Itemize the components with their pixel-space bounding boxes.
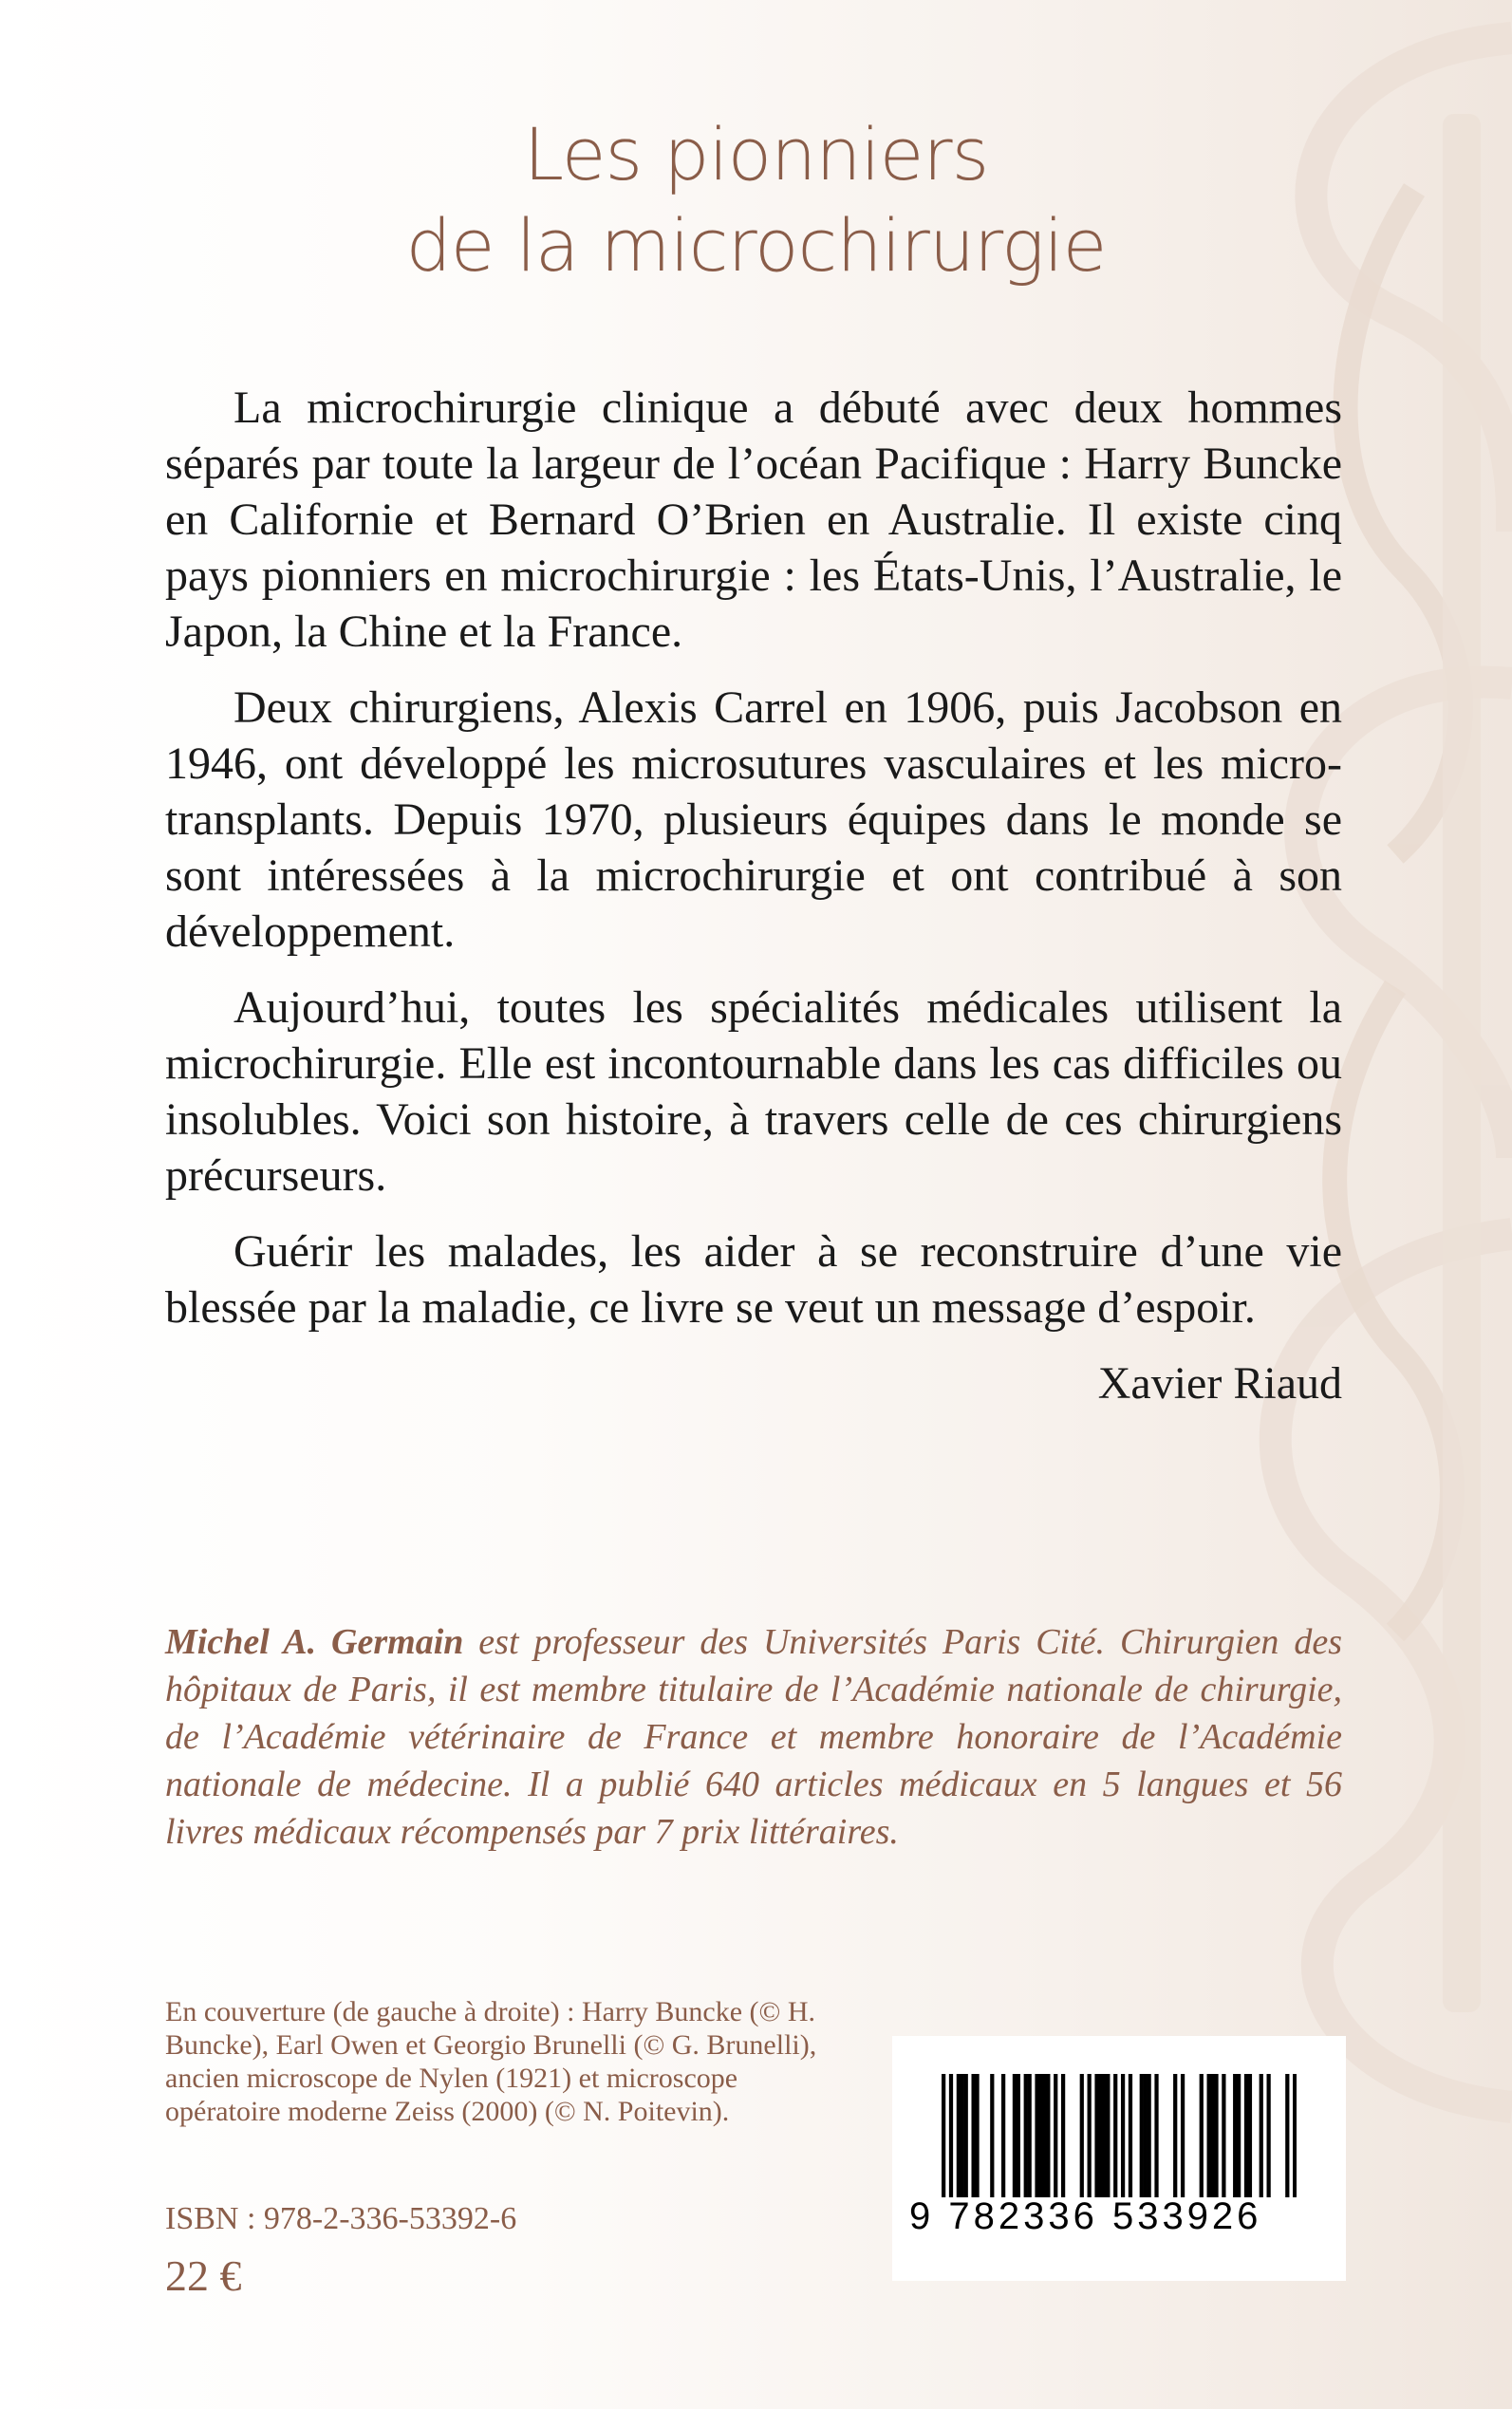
barcode-bar (1024, 2074, 1028, 2197)
barcode-bar (990, 2074, 994, 2197)
barcode-bar (1210, 2074, 1214, 2197)
barcode-bar (1140, 2074, 1144, 2197)
author-name: Michel A. Germain (165, 1622, 464, 1662)
barcode-bar (1260, 2074, 1263, 2197)
summary-signature: Xavier Riaud (1097, 1358, 1342, 1409)
barcode-bar (1035, 2074, 1038, 2197)
barcode-bar (1214, 2074, 1218, 2197)
isbn: ISBN : 978-2-336-53392-6 (165, 2201, 517, 2236)
barcode-bar (961, 2074, 964, 2197)
barcode-bar (1129, 2074, 1132, 2197)
barcode-bars (942, 2074, 1297, 2197)
barcode-bar (1181, 2074, 1185, 2197)
barcode-bar (942, 2074, 945, 2197)
barcode-bar (1200, 2074, 1204, 2197)
barcode-bar (1028, 2074, 1032, 2197)
cover-credits: En couverture (de gauche à droite) : Harry Buncke (© H. Buncke), Earl Owen et Georgio Brunelli (© G. Brunelli), ancien microscope de Nylen (1921) et microscope opératoire moderne Zeiss (2000) (© N. Poitevin). (165, 1996, 817, 2127)
barcode-bar (1094, 2074, 1098, 2197)
barcode-bar (1046, 2074, 1050, 2197)
barcode-bar (1248, 2074, 1252, 2197)
barcode-bar (1061, 2074, 1065, 2197)
barcode-bar (957, 2074, 961, 2197)
barcode-bar (1222, 2074, 1225, 2197)
barcode-bar (975, 2074, 979, 2197)
barcode-bar (1054, 2074, 1057, 2197)
barcode (892, 2036, 1346, 2281)
barcode-bar (964, 2074, 968, 2197)
barcode-bar (1088, 2074, 1092, 2197)
barcode-bar (1293, 2074, 1297, 2197)
barcode-bar (1121, 2074, 1125, 2197)
barcode-bar (1237, 2074, 1241, 2197)
summary-paragraph: Guérir les malades, les aider à se reconstruire d’une vie blessée par la maladie, ce livre se veut un message d’espoir. (165, 1226, 1342, 1333)
barcode-bar (1098, 2074, 1102, 2197)
price: 22 € (165, 2251, 242, 2300)
summary-text (165, 380, 1342, 1411)
author-bio-text: est professeur des Universités Paris Cité. Chirurgien des hôpitaux de Paris, il est membre titulaire de l’Académie nationale de chirurgie, de l’Académie vétérinaire de France et membre honoraire de l’Académie nationale de médecine. Il a publié 640 articles médicaux en 5 langues et 56 livres médicaux récompensés par 7 prix littéraires. (165, 1622, 1342, 1852)
book-title-line-1: Les pionniers (523, 112, 989, 196)
barcode-bar (1267, 2074, 1271, 2197)
barcode-bar (1285, 2074, 1289, 2197)
barcode-bar (1144, 2074, 1148, 2197)
barcode-bar (1042, 2074, 1046, 2197)
barcode-bar (1106, 2074, 1110, 2197)
book-title (0, 109, 1512, 291)
barcode-bar (1001, 2074, 1005, 2197)
author-bio (165, 1618, 1342, 1856)
barcode-bar (1173, 2074, 1177, 2197)
barcode-bar (949, 2074, 953, 2197)
barcode-bar (1080, 2074, 1084, 2197)
summary-paragraph: Deux chirurgiens, Alexis Carrel en 1906, puis Jacobson en 1946, ont développé les microsutures vasculaires et les micro-transplants. Depuis 1970, plusieurs équipes dans le monde se sont intéressées à la microchirurgie et ont contribué à son développement. (165, 682, 1342, 957)
barcode-bar (1244, 2074, 1248, 2197)
summary-paragraph: La microchirurgie clinique a débuté avec deux hommes séparés par toute la largeur de l’océan Pacifique : Harry Buncke en Californie et Bernard O’Brien en Australie. Il existe cinq pays pionniers en microchirurgie : les États-Unis, l’Australie, le Japon, la Chine et la France. (165, 383, 1342, 657)
barcode-bar (1148, 2074, 1151, 2197)
summary-paragraph: Aujourd’hui, toutes les spécialités médicales utilisent la microchirurgie. Elle est incontournable dans les cas difficiles ou insolubles. Voici son histoire, à travers celle de ces chirurgiens précurseurs. (165, 982, 1342, 1201)
barcode-bar (1233, 2074, 1237, 2197)
book-title-line-2: de la microchirurgie (405, 203, 1107, 288)
barcode-bar (1113, 2074, 1117, 2197)
barcode-bar (1102, 2074, 1106, 2197)
barcode-digits: 9 782336 533926 (909, 2195, 1262, 2237)
barcode-bar (1154, 2074, 1158, 2197)
barcode-bar (1013, 2074, 1017, 2197)
barcode-bar (1038, 2074, 1042, 2197)
barcode-bar (1017, 2074, 1020, 2197)
barcode-bar (1207, 2074, 1211, 2197)
barcode-bar (971, 2074, 975, 2197)
